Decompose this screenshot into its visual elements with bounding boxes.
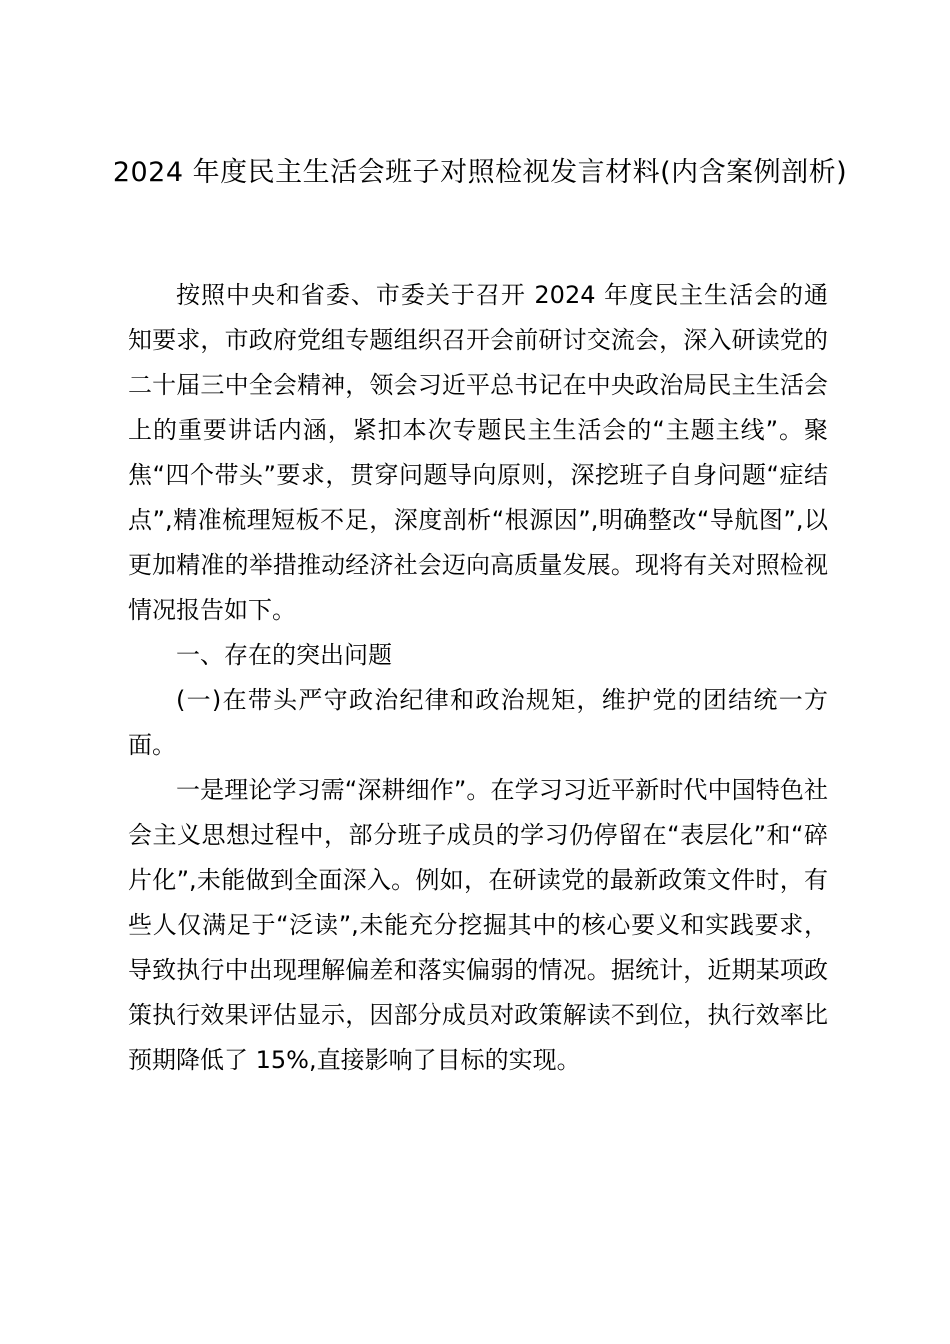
subsection-heading: (一)在带头严守政治纪律和政治规矩，维护党的团结统一方面。: [128, 686, 828, 759]
issue-paragraph: 一是理论学习需“深耕细作”。在学习习近平新时代中国特色社会主义思想过程中，部分班子成员的学习仍停留在“表层化”和“碎片化”,未能做到全面深入。例如，在研读党的最新政策文件时，有些人仅满足于“泛读”,未能充分挖掘其中的核心要义和实践要求，导致执行中出现理解偏差和落实偏弱的情况。据统计，近期某项政策执行效果评估显示，因部分成员对政策解读不到位，执行效率比预期降低了 15%,直接影响了目标的实现。: [128, 776, 828, 1074]
document-body: [128, 273, 828, 1083]
document-title: 2024 年度民主生活会班子对照检视发言材料(内含案例剖析): [112, 157, 848, 188]
intro-paragraph: 按照中央和省委、市委关于召开 2024 年度民主生活会的通知要求，市政府党组专题组织召开会前研讨交流会，深入研读党的二十届三中全会精神，领会习近平总书记在中央政治局民主生活会上的重要讲话内涵，紧扣本次专题民主生活会的“主题主线”。聚焦“四个带头”要求，贯穿问题导向原则，深挖班子自身问题“症结点”,精准梳理短板不足，深度剖析“根源因”,明确整改“导航图”,以更加精准的举措推动经济社会迈向高质量发展。现将有关对照检视情况报告如下。: [128, 281, 828, 624]
section-heading: 一、存在的突出问题: [176, 641, 392, 669]
